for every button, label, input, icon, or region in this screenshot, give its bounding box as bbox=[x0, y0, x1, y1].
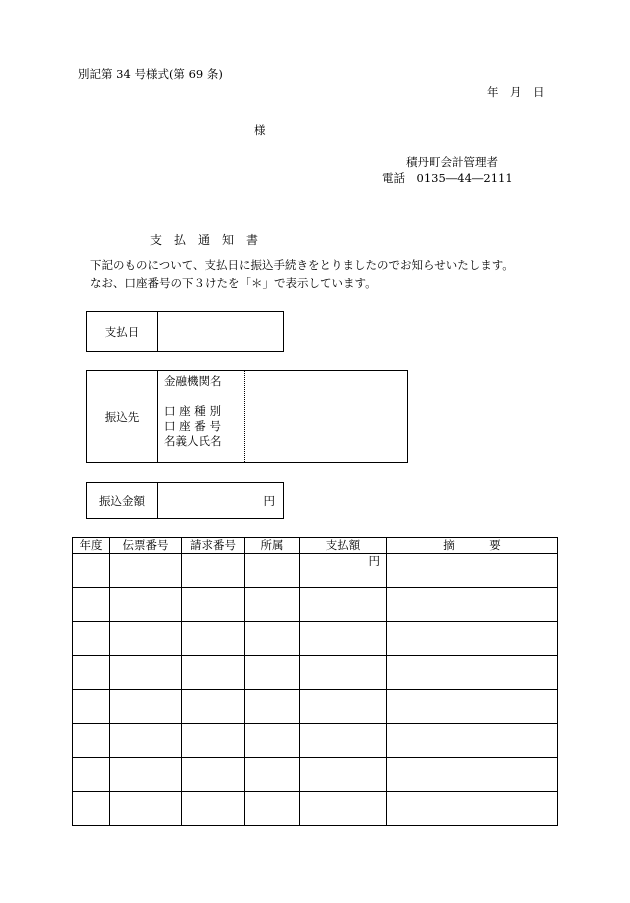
cell-payment-amount[interactable] bbox=[300, 622, 387, 656]
date-line: 年 月 日 bbox=[487, 85, 545, 99]
transfer-amount-divider bbox=[157, 483, 158, 518]
payment-detail-table bbox=[72, 537, 558, 826]
cell-invoice-number[interactable] bbox=[182, 554, 245, 588]
cell-invoice-number[interactable] bbox=[182, 588, 245, 622]
account-holder-label: 名義人氏名 bbox=[164, 434, 222, 448]
transfer-to-divider bbox=[157, 371, 158, 462]
cell-fiscal-year[interactable] bbox=[73, 622, 110, 656]
cell-department[interactable] bbox=[245, 622, 300, 656]
body-line-1: 下記のものについて、支払日に振込手続きをとりましたのでお知らせいたします。 bbox=[90, 258, 514, 272]
transfer-amount-unit: 円 bbox=[263, 494, 275, 508]
table-row bbox=[73, 656, 558, 690]
header-department: 所属 bbox=[245, 538, 300, 554]
table-row bbox=[73, 690, 558, 724]
cell-fiscal-year[interactable] bbox=[73, 690, 110, 724]
transfer-to-label: 振込先 bbox=[104, 410, 140, 424]
cell-slip-number[interactable] bbox=[110, 690, 182, 724]
cell-remarks[interactable] bbox=[387, 588, 558, 622]
cell-fiscal-year[interactable] bbox=[73, 792, 110, 826]
account-number-label: 口 座 番 号 bbox=[164, 419, 221, 433]
body-line-2: なお、口座番号の下３けたを「＊」で表示しています。 bbox=[90, 276, 377, 290]
cell-slip-number[interactable] bbox=[110, 554, 182, 588]
table-row bbox=[73, 792, 558, 826]
cell-department[interactable] bbox=[245, 656, 300, 690]
cell-payment-amount[interactable] bbox=[300, 588, 387, 622]
cell-invoice-number[interactable] bbox=[182, 656, 245, 690]
cell-slip-number[interactable] bbox=[110, 622, 182, 656]
cell-remarks[interactable] bbox=[387, 622, 558, 656]
cell-remarks[interactable] bbox=[387, 758, 558, 792]
cell-slip-number[interactable] bbox=[110, 758, 182, 792]
cell-department[interactable] bbox=[245, 554, 300, 588]
cell-payment-amount[interactable] bbox=[300, 792, 387, 826]
cell-slip-number[interactable] bbox=[110, 724, 182, 758]
cell-remarks[interactable] bbox=[387, 792, 558, 826]
cell-payment-amount[interactable] bbox=[300, 656, 387, 690]
cell-slip-number[interactable] bbox=[110, 588, 182, 622]
cell-payment-amount[interactable] bbox=[300, 690, 387, 724]
addressee-suffix: 様 bbox=[254, 123, 266, 137]
cell-fiscal-year[interactable] bbox=[73, 656, 110, 690]
cell-payment-amount[interactable] bbox=[300, 724, 387, 758]
cell-remarks[interactable] bbox=[387, 690, 558, 724]
payment-date-box bbox=[86, 311, 284, 352]
bank-name-label: 金融機関名 bbox=[164, 374, 222, 388]
cell-department[interactable] bbox=[245, 724, 300, 758]
cell-department[interactable] bbox=[245, 588, 300, 622]
transfer-amount-label: 振込金額 bbox=[99, 494, 145, 508]
cell-remarks[interactable] bbox=[387, 724, 558, 758]
cell-remarks[interactable] bbox=[387, 656, 558, 690]
transfer-to-box bbox=[86, 370, 408, 463]
header-payment-amount: 支払額 bbox=[300, 538, 387, 554]
transfer-amount-box bbox=[86, 482, 284, 519]
cell-department[interactable] bbox=[245, 792, 300, 826]
cell-payment-amount[interactable] bbox=[300, 758, 387, 792]
cell-fiscal-year[interactable] bbox=[73, 554, 110, 588]
sender-name: 積丹町会計管理者 bbox=[406, 155, 498, 169]
cell-payment-amount[interactable]: 円 bbox=[300, 554, 387, 588]
header-fiscal-year: 年度 bbox=[73, 538, 110, 554]
cell-invoice-number[interactable] bbox=[182, 792, 245, 826]
table-row bbox=[73, 758, 558, 792]
cell-slip-number[interactable] bbox=[110, 656, 182, 690]
cell-invoice-number[interactable] bbox=[182, 724, 245, 758]
cell-invoice-number[interactable] bbox=[182, 690, 245, 724]
form-id: 別記第 34 号様式(第 69 条) bbox=[78, 67, 223, 81]
cell-fiscal-year[interactable] bbox=[73, 758, 110, 792]
table-row bbox=[73, 724, 558, 758]
payment-date-label: 支払日 bbox=[104, 325, 140, 339]
cell-department[interactable] bbox=[245, 758, 300, 792]
table-row bbox=[73, 622, 558, 656]
cell-fiscal-year[interactable] bbox=[73, 588, 110, 622]
document-title: 支 払 通 知 書 bbox=[150, 233, 259, 247]
cell-invoice-number[interactable] bbox=[182, 758, 245, 792]
cell-slip-number[interactable] bbox=[110, 792, 182, 826]
payment-date-divider bbox=[157, 312, 158, 351]
table-row bbox=[73, 588, 558, 622]
cell-invoice-number[interactable] bbox=[182, 622, 245, 656]
cell-department[interactable] bbox=[245, 690, 300, 724]
sender-phone: 電話 0135―44―2111 bbox=[382, 171, 513, 185]
table-header-row bbox=[73, 538, 558, 554]
header-slip-number: 伝票番号 bbox=[110, 538, 182, 554]
header-invoice-number: 請求番号 bbox=[182, 538, 245, 554]
transfer-to-dotted-divider bbox=[244, 371, 245, 462]
account-type-label: 口 座 種 別 bbox=[164, 404, 221, 418]
cell-fiscal-year[interactable] bbox=[73, 724, 110, 758]
header-remarks: 摘 要 bbox=[387, 538, 558, 554]
cell-remarks[interactable] bbox=[387, 554, 558, 588]
table-row bbox=[73, 554, 558, 588]
